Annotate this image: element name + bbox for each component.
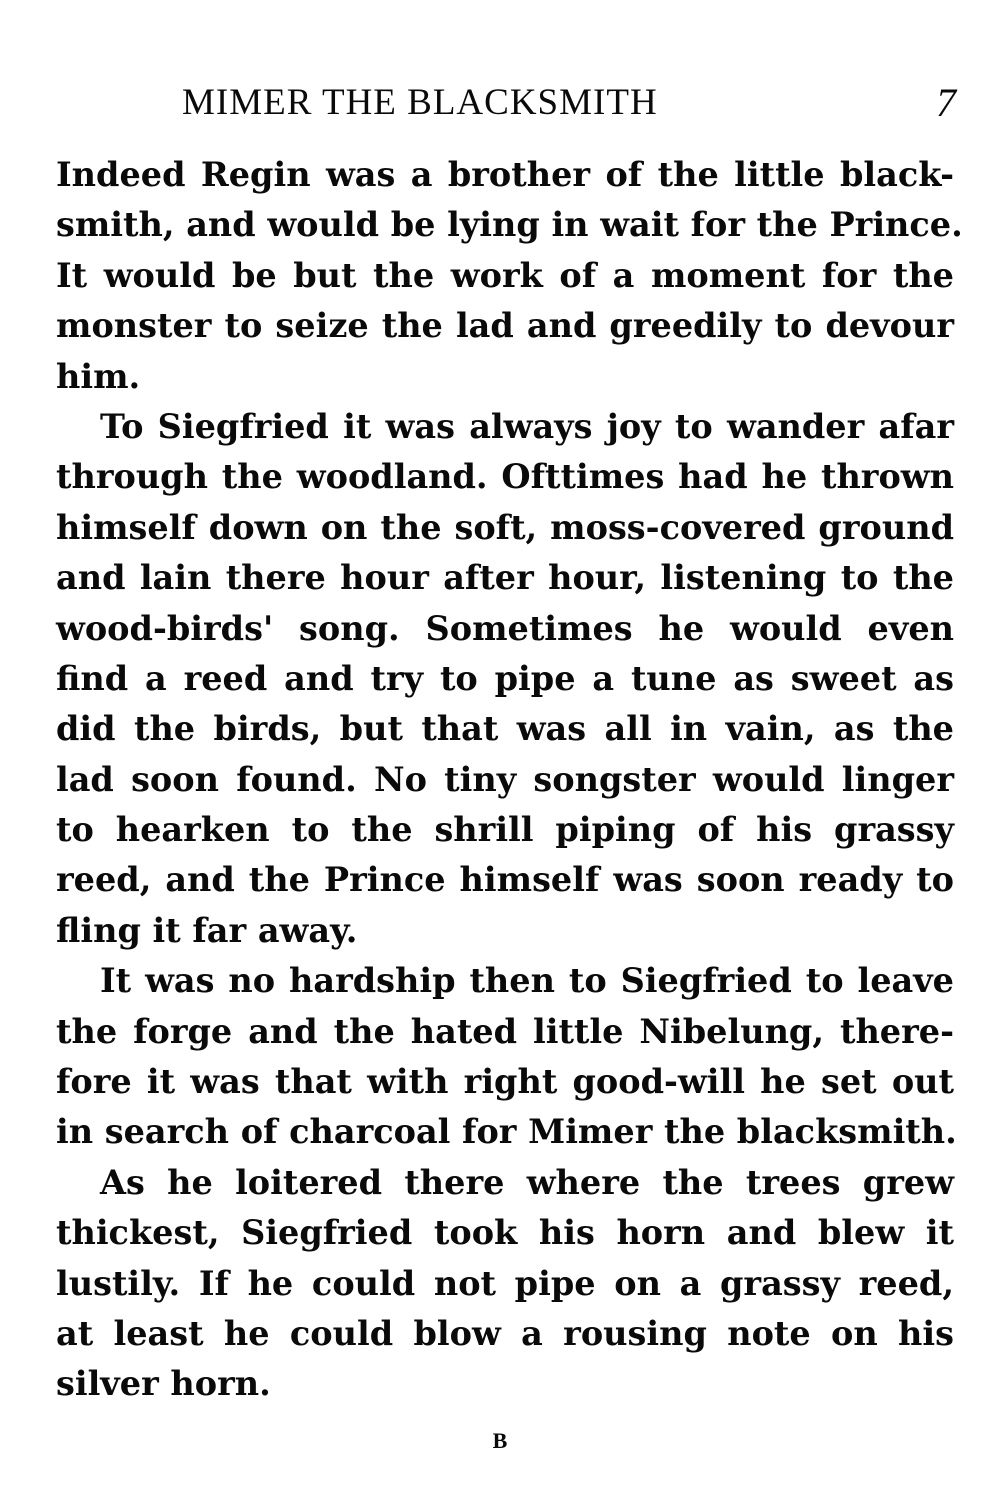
text-line: in search of charcoal for Mimer the blacksmith.: [56, 1112, 957, 1152]
text-line: monster to seize the lad and greedily to devour: [56, 306, 954, 346]
text-line: him.: [56, 356, 141, 396]
text-line: and lain there hour after hour, listening to the: [56, 558, 954, 598]
text-line: fore it was that with right good-will he set out: [56, 1062, 954, 1102]
text-line: wood-birds' song. Sometimes he would even: [56, 608, 954, 648]
text-line: find a reed and try to pipe a tune as sweet as: [56, 658, 954, 698]
text-line: to hearken to the shrill piping of his grassy: [56, 810, 954, 850]
paragraph-2: [56, 402, 954, 956]
text-line: reed, and the Prince himself was soon ready to: [56, 860, 954, 900]
text-line: did the birds, but that was all in vain, as the: [56, 709, 954, 749]
paragraph-4: [56, 1158, 954, 1410]
text-line: fling it far away.: [56, 910, 358, 950]
text-line: at least he could blow a rousing note on his: [56, 1313, 954, 1353]
paragraph-1: [56, 150, 963, 402]
text-line: thickest, Siegfried took his horn and blew it: [56, 1213, 954, 1253]
text-line: through the woodland. Ofttimes had he thrown: [56, 457, 954, 497]
text-line: To Siegfried it was always joy to wander afar: [100, 406, 954, 446]
signature-mark: B: [492, 1428, 508, 1453]
text-line: It would be but the work of a moment for the: [56, 255, 954, 295]
text-line: silver horn.: [56, 1364, 271, 1404]
text-line: lustily. If he could not pipe on a grassy reed,: [56, 1263, 954, 1303]
text-line: Indeed Regin was a brother of the little black-: [56, 155, 954, 194]
running-head: [56, 78, 956, 128]
text-line: himself down on the soft, moss-covered ground: [56, 507, 954, 547]
page-number: 7: [936, 80, 956, 125]
paragraph-3: [56, 956, 957, 1158]
running-title: MIMER THE BLACKSMITH: [182, 82, 658, 123]
text-line: It was no hardship then to Siegfried to leave: [100, 961, 954, 1001]
body-text: [56, 150, 963, 1410]
text-line: smith, and would be lying in wait for the Prince.: [56, 205, 963, 245]
text-line: the forge and the hated little Nibelung, there-: [56, 1011, 954, 1051]
text-line: lad soon found. No tiny songster would linger: [56, 759, 954, 799]
text-line: As he loitered there where the trees grew: [100, 1162, 954, 1202]
